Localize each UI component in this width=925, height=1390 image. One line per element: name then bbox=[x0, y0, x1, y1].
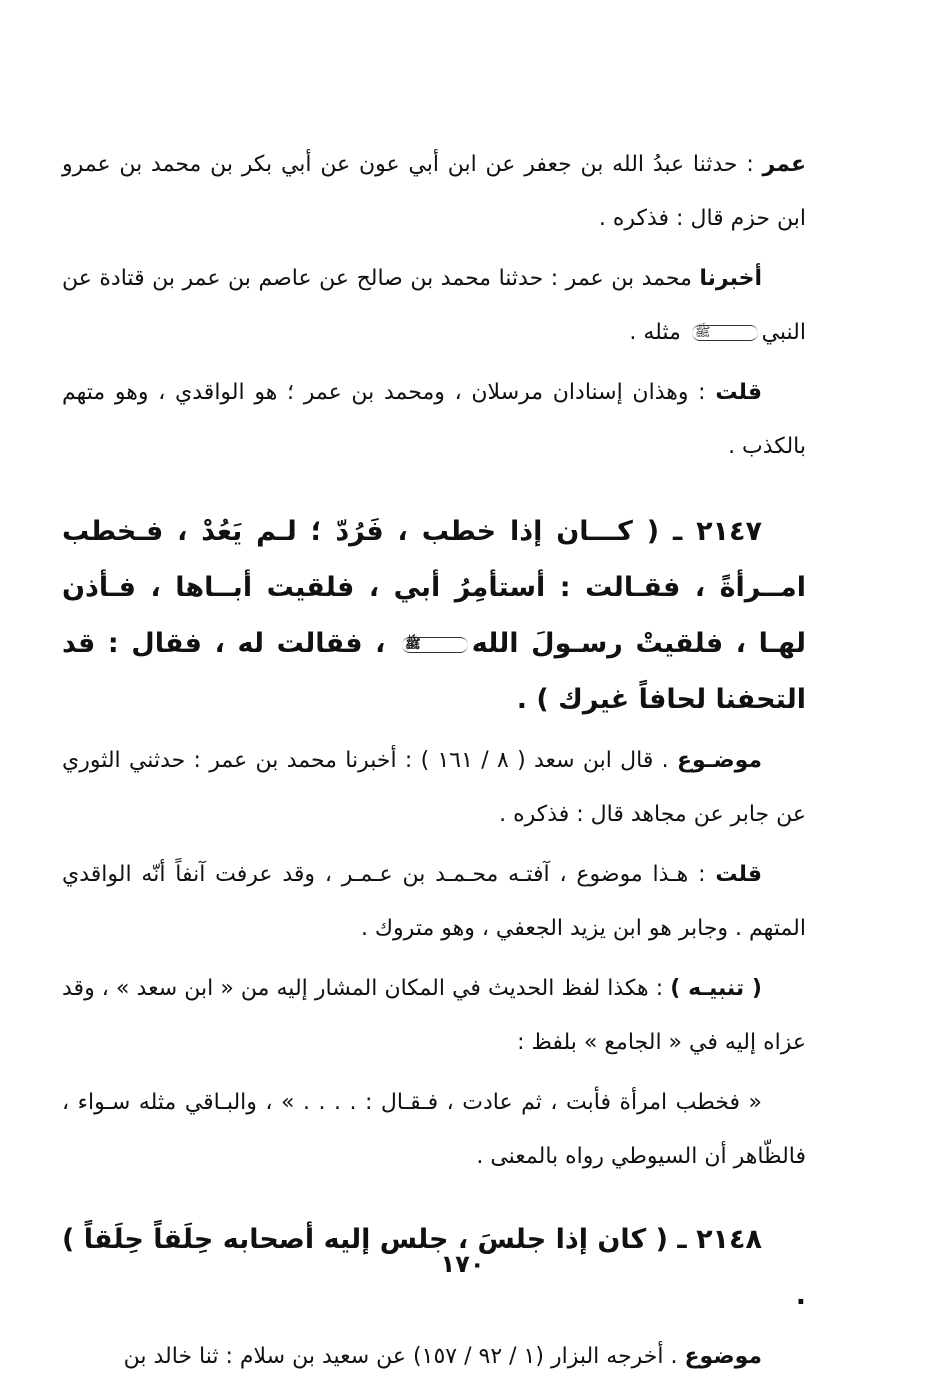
paragraph-lead: موضـوع bbox=[676, 748, 762, 773]
paragraph-lead: موضوع bbox=[684, 1344, 762, 1369]
hadith-2147 bbox=[62, 504, 806, 728]
paragraph-text: : هكذا لفظ الحديث في المكان المشار إليه من « ابن سعد » ، وقد عزاه إليه في « الجامع » بلفظ : bbox=[62, 976, 806, 1055]
hadith-number: ٢١٤٨ bbox=[696, 1224, 762, 1255]
salawat-ligature-icon: ﷺ bbox=[402, 637, 468, 653]
paragraph-text: فخطب امرأة فأبت ، ثم عادت ، فـقـال : . . . . » ، والبـاقي مثله سـواء ، فالظّاهر أن السيوطي رواه بالمعنى . bbox=[62, 1090, 806, 1169]
paragraph-lead: قلت bbox=[715, 862, 762, 887]
paragraph-isnad bbox=[62, 252, 806, 360]
paragraph-text: محمد بن عمر : حدثنا محمد بن صالح عن عاصم بن عمر بن قتادة عن النبي bbox=[62, 266, 806, 345]
paragraph-comment bbox=[62, 848, 806, 956]
salawat-ligature-icon: ﷺ bbox=[692, 325, 758, 341]
paragraph-text: : هـذا موضوع ، آفتـه محـمـد بن عـمـر ، وقد عرفت آنفاً أنّه الواقدي المتهم . وجابر هو ابن يزيد الجعفي ، وهو متروك . bbox=[62, 862, 806, 941]
paragraph-tail: مثله . bbox=[629, 320, 688, 345]
paragraph-text: : وهذان إسنادان مرسلان ، ومحمد بن عمر ؛ هو الواقدي ، وهو متهم بالكذب . bbox=[62, 380, 806, 459]
paragraph-comment bbox=[62, 366, 806, 474]
page-number: ١٧٠ bbox=[440, 1250, 485, 1278]
paragraph-lead: « bbox=[748, 1090, 762, 1115]
paragraph-quote bbox=[62, 1076, 806, 1184]
paragraph-verdict bbox=[62, 1330, 806, 1384]
page-body bbox=[62, 138, 806, 1390]
paragraph-lead: عمر bbox=[762, 152, 806, 177]
paragraph-lead: أخبرنا bbox=[699, 266, 762, 291]
hadith-text: ـ ( كـــان إذا خطب ، فَرُدّ ؛ لـم يَعُدْ ، فـخطب امــرأةً ، فقـالت : أستأمِرُ أبي ، فلقيت أبــاها ، فـأذن لهـا ، فلقيتْ رسـولَ الله bbox=[62, 516, 807, 659]
paragraph-continuation bbox=[62, 138, 806, 246]
paragraph-text: . قال ابن سعد ( ٨ / ١٦١ ) : أخبرنا محمد بن عمر : حدثني الثوري عن جابر عن مجاهد قال : فذكره . bbox=[62, 748, 806, 827]
hadith-text: ـ ( كان إذا جلسَ ، جلس إليه أصحابه حِلَقاً حِلَقاً ) . bbox=[62, 1224, 806, 1311]
paragraph-verdict bbox=[62, 734, 806, 842]
paragraph-text: . أخرجه البزار (١ / ٩٢ / ١٥٧) عن سعيد بن سلام : ثنا خالد بن bbox=[123, 1344, 685, 1369]
paragraph-lead: ( تنبيـه ) bbox=[670, 976, 762, 1001]
paragraph-note bbox=[62, 962, 806, 1070]
paragraph-text: : حدثنا عبدُ الله بن جعفر عن ابن أبي عون عن أبي بكر بن محمد بن عمرو ابن حزم قال : فذكره . bbox=[62, 152, 806, 231]
hadith-number: ٢١٤٧ bbox=[696, 516, 762, 547]
hadith-text-end: ، فقالت له ، فقال : قد التحفنا لحافاً غيرك ) . bbox=[62, 628, 806, 715]
paragraph-lead: قلت bbox=[715, 380, 762, 405]
